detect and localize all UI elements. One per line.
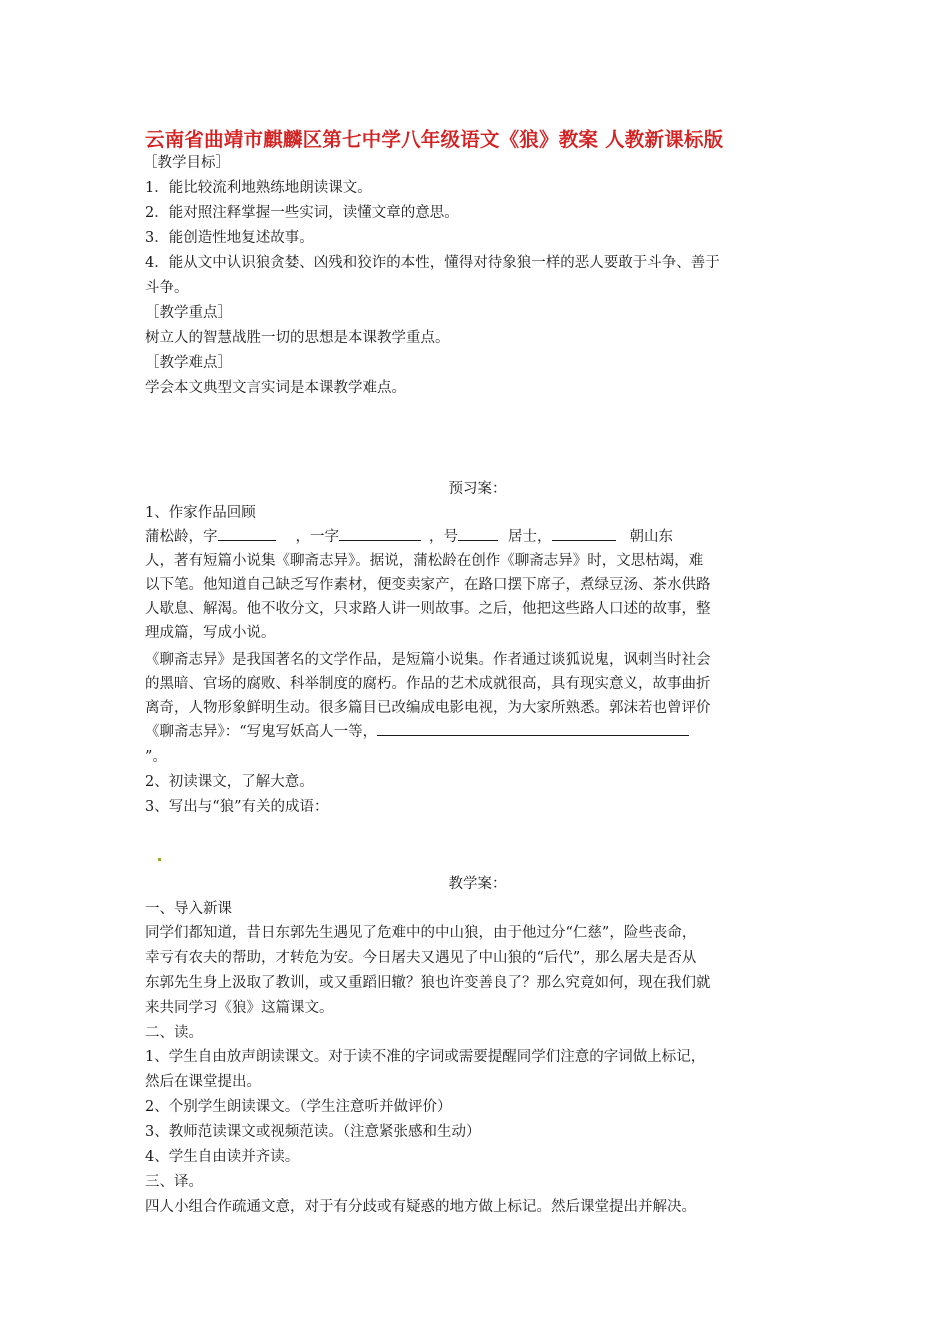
preview-section-1: 1、作家作品回顾 bbox=[145, 505, 256, 521]
intro-line: 东郭先生身上汲取了教训，或又重蹈旧辙？狼也许变善良了？那么究竟如何，现在我们就 bbox=[145, 975, 711, 991]
blank-field[interactable] bbox=[552, 526, 616, 541]
key-point-text: 树立人的智慧战胜一切的思想是本课教学重点。 bbox=[145, 330, 450, 346]
intro-line: 同学们都知道，昔日东郭先生遇见了危难中的中山狼，由于他过分“仁慈”，险些丧命， bbox=[145, 925, 697, 941]
quote-end: ”。 bbox=[145, 749, 167, 765]
fill-text: 朝山东 bbox=[629, 529, 673, 545]
quote-text: 《聊斋志异》：“写鬼写妖高人一等， bbox=[145, 724, 378, 740]
read-item: 然后在课堂提出。 bbox=[145, 1074, 261, 1090]
preview-heading: 预习案： bbox=[448, 481, 507, 497]
read-item: 3、教师范读课文或视频范读。（注意紧张感和生动） bbox=[145, 1124, 481, 1140]
blank-field[interactable] bbox=[218, 526, 276, 541]
intro-line: 来共同学习《狼》这篇课文。 bbox=[145, 1000, 334, 1016]
fill-text: 蒲松龄，字 bbox=[145, 529, 218, 545]
objective-item: 斗争。 bbox=[145, 280, 189, 296]
fill-text: ，号 bbox=[429, 529, 458, 545]
blank-field[interactable] bbox=[339, 526, 421, 541]
paragraph-line: 以下笔。他知道自己缺乏写作素材，便变卖家产，在路口摆下席子，煮绿豆汤、茶水供路 bbox=[145, 577, 711, 593]
difficulty-text: 学会本文典型文言实词是本课教学难点。 bbox=[145, 380, 406, 396]
document-title: 云南省曲靖市麒麟区第七中学八年级语文《狼》教案 人教新课标版 bbox=[145, 128, 724, 151]
objective-item: 1．能比较流利地熟练地朗读课文。 bbox=[145, 180, 372, 196]
blank-field[interactable] bbox=[458, 526, 498, 541]
translate-text: 四人小组合作疏通文意，对于有分歧或有疑惑的地方做上标记。然后课堂提出并解决。 bbox=[145, 1199, 696, 1215]
preview-section-2: 2、初读课文，了解大意。 bbox=[145, 774, 314, 790]
read-item: 4、学生自由读并齐读。 bbox=[145, 1149, 300, 1165]
teaching-part-2: 二、读。 bbox=[145, 1025, 203, 1041]
read-item: 1、学生自由放声朗读课文。对于读不准的字词或需要提醒同学们注意的字词做上标记， bbox=[145, 1049, 706, 1065]
teaching-part-1: 一、导入新课 bbox=[145, 901, 232, 917]
mark-dot bbox=[158, 858, 161, 861]
paragraph-line: 离奇，人物形象鲜明生动。很多篇目已改编成电影电视，为大家所熟悉。郭沫若也曾评价 bbox=[145, 700, 711, 716]
difficulty-heading: ［教学难点］ bbox=[145, 355, 232, 371]
fill-text: ，一字 bbox=[295, 529, 339, 545]
preview-section-3: 3、写出与“狼”有关的成语： bbox=[145, 799, 329, 815]
objective-item: 3．能创造性地复述故事。 bbox=[145, 230, 314, 246]
teaching-heading: 教学案： bbox=[448, 876, 507, 892]
fill-in-line bbox=[145, 525, 673, 549]
objectives-heading: ［教学目标］ bbox=[143, 155, 230, 171]
read-item: 2、个别学生朗读课文。（学生注意听并做评价） bbox=[145, 1099, 452, 1115]
fill-text: 居士， bbox=[508, 529, 552, 545]
objective-item: 2．能对照注释掌握一些实词，读懂文章的意思。 bbox=[145, 205, 459, 221]
paragraph-line: 人歇息、解渴。他不收分文，只求路人讲一则故事。之后，他把这些路人口述的故事，整 bbox=[145, 601, 711, 617]
quote-line bbox=[145, 720, 689, 744]
blank-field[interactable] bbox=[377, 721, 689, 736]
intro-line: 幸亏有农夫的帮助，才转危为安。今日屠夫又遇见了中山狼的“后代”，那么屠夫是否从 bbox=[145, 950, 697, 966]
paragraph-line: 人，著有短篇小说集《聊斋志异》。据说，蒲松龄在创作《聊斋志异》时，文思枯竭，难 bbox=[145, 553, 704, 569]
paragraph-line: 《聊斋志异》是我国著名的文学作品，是短篇小说集。作者通过谈狐说鬼，讽刺当时社会 bbox=[145, 652, 711, 668]
key-point-heading: ［教学重点］ bbox=[145, 305, 232, 321]
objective-item: 4．能从文中认识狼贪婪、凶残和狡诈的本性，懂得对待象狼一样的恶人要敢于斗争、善于 bbox=[145, 255, 720, 271]
paragraph-line: 的黑暗、官场的腐败、科举制度的腐朽。作品的艺术成就很高，具有现实意义，故事曲折 bbox=[145, 676, 711, 692]
paragraph-line: 理成篇，写成小说。 bbox=[145, 625, 276, 641]
teaching-part-3: 三、译。 bbox=[145, 1174, 203, 1190]
